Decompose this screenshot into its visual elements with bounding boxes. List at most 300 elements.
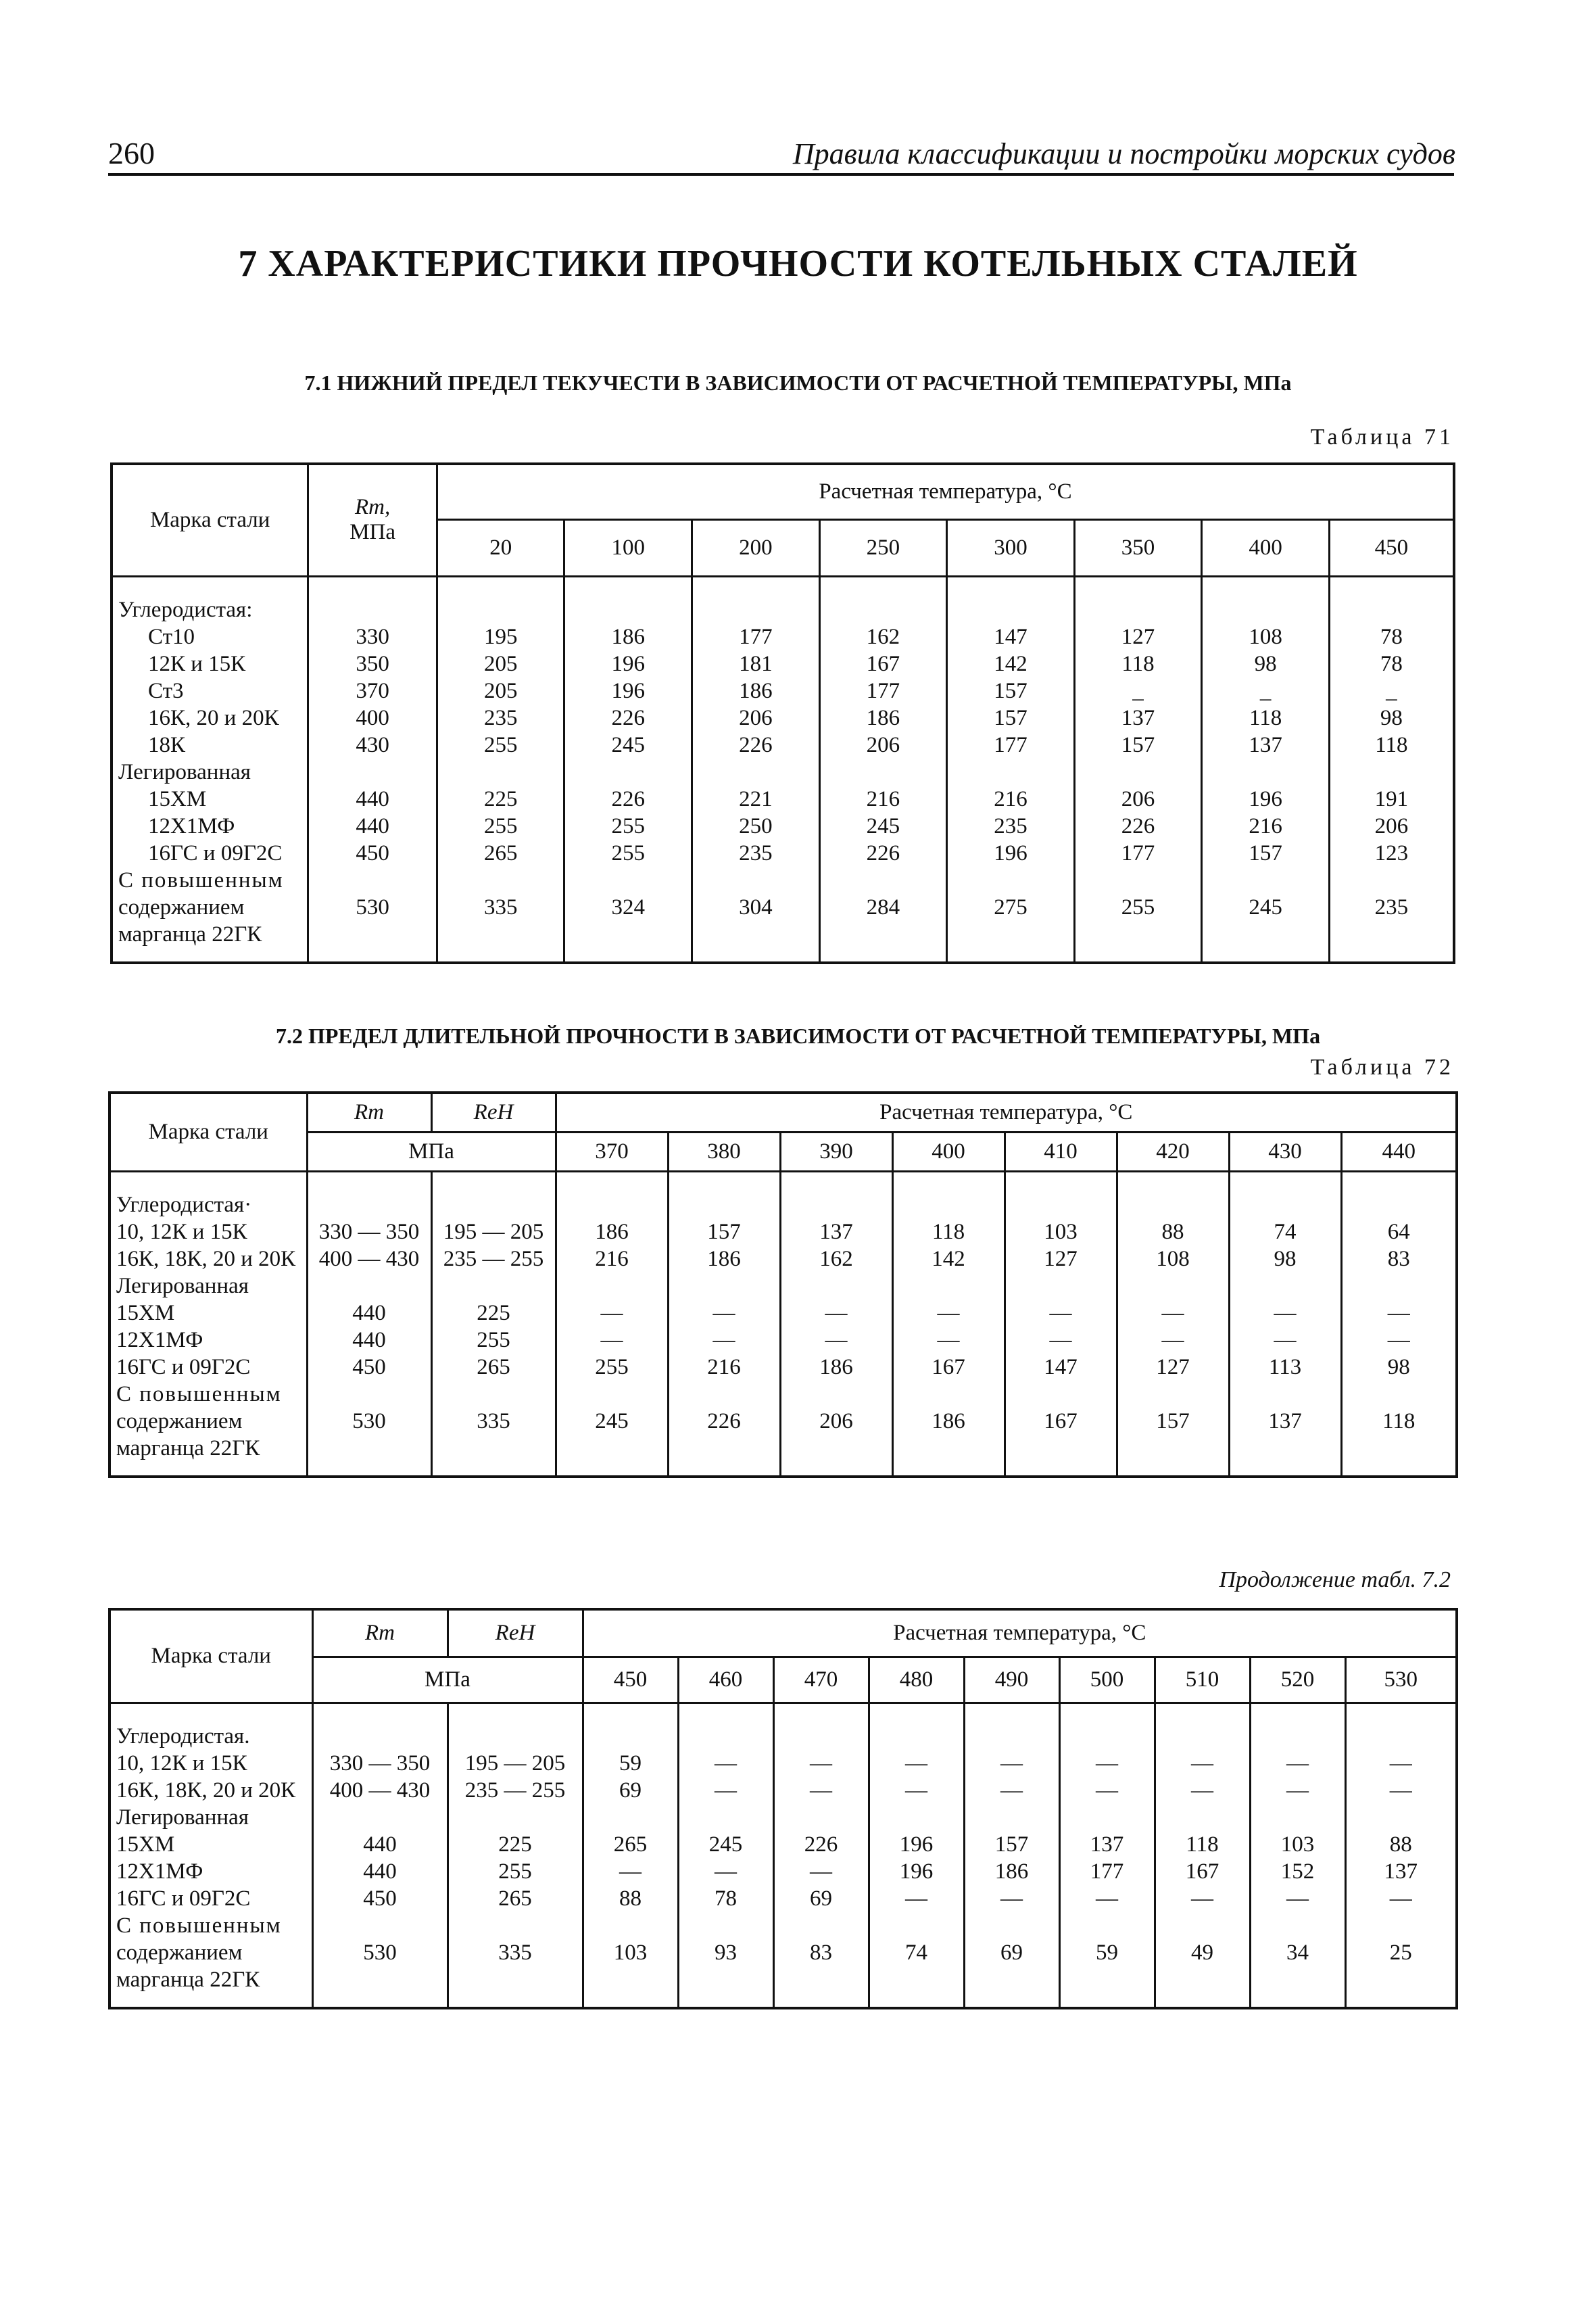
value-cell: — — [1191, 1751, 1213, 1776]
value-cell: — — [712, 1327, 735, 1352]
page-number: 260 — [108, 136, 155, 170]
value-cell — [1251, 1804, 1345, 1831]
value-cell — [775, 1912, 868, 1939]
value-cell: 255 — [483, 732, 518, 757]
value-cell — [693, 759, 819, 786]
temp-column-450 — [1329, 576, 1454, 963]
value-cell: — — [905, 1886, 927, 1911]
value-cell: 195 — 205 — [443, 1219, 544, 1244]
header-grade: Марка стали — [112, 464, 308, 576]
value-cell — [965, 1966, 1059, 1993]
grade-line: Легированная — [116, 1805, 249, 1830]
value-cell: 157 — [994, 1832, 1029, 1857]
value-cell: 167 — [866, 651, 900, 676]
value-cell: 69 — [810, 1886, 832, 1911]
value-cell — [781, 1272, 892, 1300]
value-cell: 127 — [1044, 1246, 1078, 1271]
value-cell: 530 — [356, 895, 389, 920]
value-cell — [1156, 1966, 1249, 1993]
value-cell: 25 — [1389, 1940, 1412, 1965]
value-cell — [1061, 1912, 1154, 1939]
value-cell: 137 — [1249, 732, 1282, 757]
value-cell: 157 — [994, 678, 1027, 703]
header-temp-440: 440 — [1341, 1132, 1457, 1171]
value-cell: 157 — [994, 705, 1027, 730]
rm-column — [308, 576, 437, 963]
value-cell — [679, 1723, 773, 1750]
value-cell: 177 — [1090, 1859, 1124, 1884]
value-cell — [1118, 1381, 1228, 1408]
value-cell — [438, 867, 564, 894]
grade-line: Углеродистая: — [118, 597, 253, 622]
grade-line: содержанием — [116, 1940, 243, 1965]
value-cell: 265 — [498, 1886, 532, 1911]
header-rm — [308, 464, 437, 576]
value-cell — [693, 921, 819, 948]
grade-line: Легированная — [116, 1273, 249, 1298]
table-7-2-continued — [108, 1608, 1458, 2009]
header-temp-100: 100 — [564, 519, 692, 576]
grade-line: 16К, 20 и 20К — [148, 705, 279, 730]
value-cell: — — [825, 1300, 848, 1325]
continuation-label: Продолжение табл. 7.2 — [1219, 1567, 1451, 1592]
value-cell — [1330, 867, 1453, 894]
value-cell: — — [825, 1327, 848, 1352]
value-cell — [314, 1804, 447, 1831]
value-cell — [449, 1912, 582, 1939]
value-cell: — — [1191, 1778, 1213, 1803]
value-cell — [948, 759, 1073, 786]
value-cell — [557, 1191, 667, 1218]
value-cell: _ — [1259, 678, 1272, 703]
header-temp-450: 450 — [583, 1657, 678, 1703]
grade-line: Легированная — [118, 759, 251, 784]
value-cell: 255 — [483, 813, 518, 838]
rm-column — [312, 1703, 448, 2008]
temp-column-470 — [773, 1703, 869, 2008]
value-cell: 118 — [1121, 651, 1155, 676]
header-temperature-group: Расчетная температура, °C — [437, 464, 1454, 519]
header-temp-380: 380 — [668, 1132, 780, 1171]
value-cell: 157 — [1121, 732, 1155, 757]
grade-line: 16ГС и 09Г2С — [116, 1354, 251, 1379]
grade-line: 15ХМ — [116, 1832, 175, 1857]
header-rm: Rm — [312, 1609, 448, 1657]
grade-line: марганца 22ГК — [116, 1435, 260, 1460]
header-reh: ReH — [448, 1609, 583, 1657]
value-cell — [584, 1966, 677, 1993]
value-cell: 255 — [1121, 895, 1155, 920]
value-cell: 196 — [899, 1859, 934, 1884]
value-cell — [449, 1804, 582, 1831]
value-cell: 221 — [739, 786, 773, 811]
value-cell: 186 — [932, 1408, 965, 1433]
value-cell — [948, 921, 1073, 948]
value-cell: 206 — [866, 732, 900, 757]
value-cell: 226 — [611, 705, 646, 730]
value-cell — [557, 1272, 667, 1300]
value-cell: 400 — [356, 705, 389, 730]
value-cell — [1118, 1435, 1228, 1462]
value-cell: 450 — [352, 1354, 386, 1379]
value-cell — [1251, 1912, 1345, 1939]
value-cell — [1203, 867, 1328, 894]
value-cell: 69 — [619, 1778, 642, 1803]
grade-line: Ст3 — [148, 678, 184, 703]
header-temp-20: 20 — [437, 519, 564, 576]
value-cell: — — [1096, 1751, 1118, 1776]
value-cell — [565, 759, 691, 786]
value-cell — [1075, 921, 1201, 948]
value-cell: 162 — [819, 1246, 853, 1271]
value-cell: 127 — [1121, 624, 1155, 649]
value-cell: 225 — [483, 786, 518, 811]
value-cell: — — [1389, 1751, 1412, 1776]
value-cell: 186 — [866, 705, 900, 730]
value-cell: 370 — [356, 678, 389, 703]
temp-column-20 — [437, 576, 564, 963]
value-cell: — — [1387, 1327, 1410, 1352]
temp-column-400 — [1202, 576, 1330, 963]
value-cell — [1347, 1723, 1456, 1750]
value-cell — [1343, 1381, 1456, 1408]
value-cell: 216 — [595, 1246, 629, 1271]
value-cell — [965, 1804, 1059, 1831]
value-cell: 93 — [715, 1940, 737, 1965]
grade-line: 16К, 18К, 20 и 20К — [116, 1778, 296, 1803]
grade-line: 10, 12К и 15К — [116, 1751, 247, 1776]
value-cell: 235 — [994, 813, 1027, 838]
value-cell — [438, 921, 564, 948]
value-cell — [314, 1912, 447, 1939]
value-cell — [1075, 867, 1201, 894]
grade-line: Углеродистая· — [116, 1192, 252, 1217]
value-cell: 235 — [1374, 895, 1409, 920]
value-cell: 118 — [1249, 705, 1282, 730]
temp-column-500 — [1059, 1703, 1155, 2008]
temp-column-300 — [947, 576, 1075, 963]
value-cell: — — [1000, 1751, 1023, 1776]
value-cell: 216 — [866, 786, 900, 811]
value-cell: 205 — [483, 678, 518, 703]
value-cell — [965, 1912, 1059, 1939]
value-cell: 186 — [611, 624, 646, 649]
value-cell: 118 — [1186, 1832, 1219, 1857]
value-cell — [565, 867, 691, 894]
temp-column-410 — [1005, 1171, 1117, 1477]
temp-column-100 — [564, 576, 692, 963]
value-cell: — — [1274, 1327, 1297, 1352]
table-label-71: Таблица 71 — [1310, 425, 1454, 450]
value-cell — [584, 1804, 677, 1831]
value-cell — [433, 1272, 555, 1300]
value-cell: 147 — [1044, 1354, 1078, 1379]
value-cell: 142 — [994, 651, 1027, 676]
value-cell — [565, 596, 691, 623]
grade-line: Углеродистая. — [116, 1723, 250, 1748]
value-cell: 226 — [611, 786, 646, 811]
value-cell: 167 — [932, 1354, 965, 1379]
value-cell — [1118, 1272, 1228, 1300]
value-cell: 78 — [1380, 624, 1403, 649]
value-cell: 98 — [1387, 1354, 1410, 1379]
temp-column-370 — [556, 1171, 668, 1477]
value-cell — [308, 1381, 431, 1408]
value-cell — [309, 867, 436, 894]
value-cell: 123 — [1374, 840, 1409, 865]
value-cell — [433, 1435, 555, 1462]
value-cell — [314, 1966, 447, 1993]
grade-line: С повышенным — [116, 1381, 282, 1406]
grade-line: 16К, 18К, 20 и 20К — [116, 1246, 296, 1271]
value-cell — [1251, 1966, 1345, 1993]
value-cell — [1006, 1272, 1116, 1300]
value-cell — [1118, 1191, 1228, 1218]
value-cell: 147 — [994, 624, 1027, 649]
value-cell: 255 — [595, 1354, 629, 1379]
reh-column — [431, 1171, 556, 1477]
value-cell — [1156, 1723, 1249, 1750]
header-temp-470: 470 — [773, 1657, 869, 1703]
grade-line: 16ГС и 09Г2С — [148, 840, 283, 865]
value-cell: 196 — [611, 651, 646, 676]
value-cell — [1156, 1912, 1249, 1939]
value-cell: — — [810, 1778, 832, 1803]
value-cell: — — [905, 1751, 927, 1776]
value-cell: — — [715, 1859, 737, 1884]
value-cell — [1006, 1381, 1116, 1408]
value-cell — [1006, 1435, 1116, 1462]
value-cell — [870, 1723, 963, 1750]
value-cell: 196 — [611, 678, 646, 703]
value-cell: 245 — [595, 1408, 629, 1433]
value-cell: 440 — [356, 786, 389, 811]
value-cell: 157 — [1156, 1408, 1190, 1433]
value-cell: 162 — [866, 624, 900, 649]
value-cell: 335 — [498, 1940, 532, 1965]
value-cell: 225 — [477, 1300, 510, 1325]
value-cell: 216 — [1249, 813, 1282, 838]
value-cell — [309, 921, 436, 948]
value-cell — [965, 1723, 1059, 1750]
value-cell — [775, 1966, 868, 1993]
value-cell: 235 — [483, 705, 518, 730]
value-cell: 137 — [1121, 705, 1155, 730]
value-cell — [1330, 596, 1453, 623]
value-cell — [870, 1912, 963, 1939]
value-cell: 98 — [1274, 1246, 1297, 1271]
value-cell: 177 — [739, 624, 773, 649]
value-cell: 255 — [477, 1327, 510, 1352]
value-cell: 235 — 255 — [464, 1778, 566, 1803]
value-cell: 34 — [1286, 1940, 1309, 1965]
value-cell — [669, 1191, 779, 1218]
header-grade: Марка стали — [110, 1093, 307, 1171]
value-cell — [894, 1272, 1004, 1300]
value-cell: 226 — [1121, 813, 1155, 838]
value-cell: — — [1049, 1327, 1072, 1352]
value-cell — [433, 1191, 555, 1218]
value-cell: 78 — [1380, 651, 1403, 676]
value-cell: 137 — [819, 1219, 853, 1244]
value-cell: 78 — [715, 1886, 737, 1911]
value-cell: 137 — [1384, 1859, 1418, 1884]
value-cell — [679, 1912, 773, 1939]
grade-line: 15ХМ — [148, 786, 207, 811]
header-rm-unit: МПа — [349, 520, 396, 545]
value-cell: 59 — [619, 1751, 642, 1776]
value-cell — [948, 596, 1073, 623]
value-cell: 118 — [1382, 1408, 1416, 1433]
value-cell: 127 — [1156, 1354, 1190, 1379]
value-cell: 330 — 350 — [318, 1219, 420, 1244]
value-cell: 226 — [804, 1832, 838, 1857]
temp-column-520 — [1250, 1703, 1345, 2008]
value-cell: 275 — [994, 895, 1027, 920]
section-title-7-1: 7.1 НИЖНИЙ ПРЕДЕЛ ТЕКУЧЕСТИ В ЗАВИСИМОСТИ ОТ РАСЧЕТНОЙ ТЕМПЕРАТУРЫ, МПа — [304, 371, 1292, 395]
temp-column-530 — [1345, 1703, 1457, 2008]
value-cell: 335 — [477, 1408, 510, 1433]
chapter-title: 7 ХАРАКТЕРИСТИКИ ПРОЧНОСТИ КОТЕЛЬНЫХ СТАЛЕЙ — [238, 243, 1358, 285]
value-cell — [314, 1723, 447, 1750]
value-cell: 440 — [352, 1327, 386, 1352]
value-cell: 440 — [363, 1832, 397, 1857]
value-cell: 157 — [707, 1219, 741, 1244]
value-cell: — — [715, 1778, 737, 1803]
value-cell — [775, 1723, 868, 1750]
value-cell — [669, 1272, 779, 1300]
value-cell — [1343, 1272, 1456, 1300]
grade-line: содержанием — [116, 1408, 243, 1433]
value-cell: 181 — [739, 651, 773, 676]
grade-line: 16ГС и 09Г2С — [116, 1886, 251, 1911]
value-cell: 83 — [1387, 1246, 1410, 1271]
value-cell: 195 — [483, 624, 518, 649]
value-cell: 88 — [1161, 1219, 1184, 1244]
value-cell: 265 — [613, 1832, 648, 1857]
value-cell: 74 — [905, 1940, 927, 1965]
header-unit: МПа — [307, 1132, 556, 1171]
value-cell: 103 — [1044, 1219, 1078, 1244]
grade-line: С повышенным — [116, 1913, 282, 1938]
value-cell: 206 — [1121, 786, 1155, 811]
value-cell: 206 — [739, 705, 773, 730]
value-cell: 137 — [1090, 1832, 1124, 1857]
value-cell — [1347, 1912, 1456, 1939]
value-cell: — — [905, 1778, 927, 1803]
value-cell: — — [1096, 1886, 1118, 1911]
value-cell: 440 — [356, 813, 389, 838]
value-cell: 64 — [1387, 1219, 1410, 1244]
header-temp-510: 510 — [1155, 1657, 1250, 1703]
value-cell: 255 — [498, 1859, 532, 1884]
value-cell — [781, 1191, 892, 1218]
header-temp-200: 200 — [692, 519, 820, 576]
value-cell — [821, 867, 946, 894]
header-rule — [108, 173, 1454, 176]
temp-column-450 — [583, 1703, 678, 2008]
value-cell: — — [1389, 1778, 1412, 1803]
value-cell: 216 — [994, 786, 1027, 811]
grade-line: 10, 12К и 15К — [116, 1219, 247, 1244]
value-cell: 137 — [1268, 1408, 1302, 1433]
value-cell — [669, 1381, 779, 1408]
value-cell: 59 — [1096, 1940, 1118, 1965]
header-temp-390: 390 — [780, 1132, 892, 1171]
header-unit: МПа — [312, 1657, 583, 1703]
value-cell: 335 — [483, 895, 518, 920]
header-grade: Марка стали — [110, 1609, 312, 1703]
value-cell: 49 — [1191, 1940, 1213, 1965]
value-cell: 255 — [611, 840, 646, 865]
value-cell — [1230, 1191, 1340, 1218]
temp-column-400 — [892, 1171, 1005, 1477]
value-cell — [557, 1381, 667, 1408]
grade-line: 12Х1МФ — [148, 813, 235, 838]
value-cell: — — [715, 1751, 737, 1776]
value-cell — [679, 1966, 773, 1993]
value-cell: 177 — [994, 732, 1027, 757]
value-cell: 235 — 255 — [443, 1246, 544, 1271]
header-rm-symbol: Rm, — [355, 495, 391, 520]
value-cell: 88 — [1389, 1832, 1412, 1857]
grade-line: содержанием — [118, 895, 245, 920]
value-cell: 157 — [1249, 840, 1282, 865]
grade-line: Ст10 — [148, 624, 195, 649]
value-cell — [781, 1435, 892, 1462]
value-cell — [781, 1381, 892, 1408]
value-cell: 265 — [477, 1354, 510, 1379]
value-cell: 196 — [899, 1832, 934, 1857]
header-temp-460: 460 — [678, 1657, 773, 1703]
value-cell — [1330, 921, 1453, 948]
header-temp-350: 350 — [1074, 519, 1202, 576]
reh-column — [448, 1703, 583, 2008]
value-cell — [557, 1435, 667, 1462]
value-cell — [433, 1381, 555, 1408]
value-cell: 98 — [1380, 705, 1403, 730]
value-cell: 83 — [810, 1940, 832, 1965]
value-cell — [1006, 1191, 1116, 1218]
section-title-7-2: 7.2 ПРЕДЕЛ ДЛИТЕЛЬНОЙ ПРОЧНОСТИ В ЗАВИСИМОСТИ ОТ РАСЧЕТНОЙ ТЕМПЕРАТУРЫ, МПа — [275, 1024, 1321, 1048]
value-cell — [565, 921, 691, 948]
value-cell — [1075, 596, 1201, 623]
value-cell: 186 — [819, 1354, 853, 1379]
table-7-2 — [108, 1091, 1458, 1478]
value-cell: — — [600, 1327, 623, 1352]
value-cell: 167 — [1044, 1408, 1078, 1433]
value-cell: — — [1049, 1300, 1072, 1325]
value-cell: 195 — 205 — [464, 1751, 566, 1776]
value-cell: — — [712, 1300, 735, 1325]
table-7-1 — [110, 462, 1455, 964]
value-cell: — — [810, 1751, 832, 1776]
value-cell: 324 — [611, 895, 646, 920]
header-temp-300: 300 — [947, 519, 1075, 576]
value-cell: 235 — [739, 840, 773, 865]
temp-column-200 — [692, 576, 820, 963]
value-cell — [1203, 921, 1328, 948]
value-cell — [1343, 1435, 1456, 1462]
value-cell — [1061, 1723, 1154, 1750]
value-cell: 530 — [352, 1408, 386, 1433]
value-cell — [821, 759, 946, 786]
header-temp-530: 530 — [1345, 1657, 1457, 1703]
value-cell: 103 — [613, 1940, 648, 1965]
value-cell: — — [1286, 1751, 1309, 1776]
value-cell: 440 — [352, 1300, 386, 1325]
value-cell: 103 — [1280, 1832, 1315, 1857]
